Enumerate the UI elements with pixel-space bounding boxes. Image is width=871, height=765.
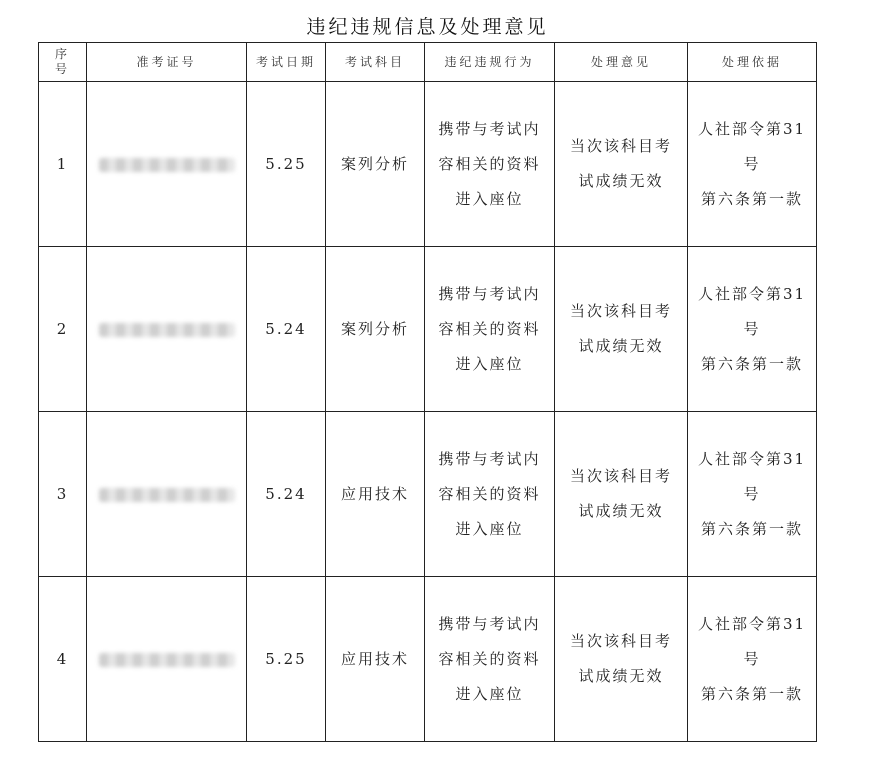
cell-serial: 3 bbox=[39, 412, 87, 577]
cell-admission-ticket bbox=[87, 412, 247, 577]
cell-date: 5.24 bbox=[247, 247, 326, 412]
violations-table bbox=[38, 42, 817, 742]
violation-line: 容相关的资料 bbox=[438, 649, 541, 668]
basis-line: 第六条第一款 bbox=[700, 354, 803, 373]
basis-line: 人社部令第31 bbox=[697, 614, 807, 633]
violation-line: 进入座位 bbox=[455, 189, 524, 208]
basis-line: 人社部令第31 bbox=[697, 119, 807, 138]
cell-opinion bbox=[555, 412, 688, 577]
cell-violation bbox=[425, 412, 555, 577]
cell-opinion bbox=[555, 577, 688, 742]
opinion-line: 当次该科目考 bbox=[569, 302, 672, 320]
cell-subject: 应用技术 bbox=[326, 577, 425, 742]
violation-line: 携带与考试内 bbox=[438, 614, 541, 633]
violation-line: 容相关的资料 bbox=[438, 319, 541, 338]
header-admission-ticket: 准考证号 bbox=[87, 43, 247, 82]
table-row bbox=[39, 247, 817, 412]
cell-date: 5.25 bbox=[247, 577, 326, 742]
cell-basis bbox=[688, 82, 817, 247]
cell-subject: 案列分析 bbox=[326, 82, 425, 247]
cell-admission-ticket bbox=[87, 577, 247, 742]
document-title: 违纪违规信息及处理意见 bbox=[306, 16, 549, 38]
cell-subject: 案列分析 bbox=[326, 247, 425, 412]
table-row bbox=[39, 412, 817, 577]
basis-line: 第六条第一款 bbox=[700, 684, 803, 703]
header-exam-subject: 考试科目 bbox=[326, 43, 425, 82]
violation-line: 进入座位 bbox=[455, 519, 524, 538]
cell-opinion bbox=[555, 247, 688, 412]
cell-admission-ticket bbox=[87, 82, 247, 247]
cell-violation bbox=[425, 247, 555, 412]
table-row bbox=[39, 577, 817, 742]
cell-date: 5.24 bbox=[247, 412, 326, 577]
opinion-line: 当次该科目考 bbox=[569, 467, 672, 485]
header-violation: 违纪违规行为 bbox=[425, 43, 555, 82]
header-exam-date: 考试日期 bbox=[247, 43, 326, 82]
cell-violation bbox=[425, 577, 555, 742]
violation-line: 进入座位 bbox=[455, 354, 524, 373]
basis-line: 第六条第一款 bbox=[700, 519, 803, 538]
cell-date: 5.25 bbox=[247, 82, 326, 247]
basis-line: 号 bbox=[743, 649, 761, 668]
cell-violation bbox=[425, 82, 555, 247]
basis-line: 号 bbox=[743, 319, 761, 338]
redacted-ticket-number bbox=[99, 653, 235, 667]
cell-basis bbox=[688, 412, 817, 577]
header-serial-number: 序 号 bbox=[39, 43, 87, 82]
table-header-row bbox=[39, 43, 817, 82]
cell-basis bbox=[688, 577, 817, 742]
violation-line: 容相关的资料 bbox=[438, 484, 541, 503]
redacted-ticket-number bbox=[99, 158, 235, 172]
violation-line: 容相关的资料 bbox=[438, 154, 541, 173]
redacted-ticket-number bbox=[99, 488, 235, 502]
cell-serial: 2 bbox=[39, 247, 87, 412]
basis-line: 人社部令第31 bbox=[697, 449, 807, 468]
basis-line: 第六条第一款 bbox=[700, 189, 803, 208]
cell-serial: 1 bbox=[39, 82, 87, 247]
cell-subject: 应用技术 bbox=[326, 412, 425, 577]
opinion-line: 试成绩无效 bbox=[578, 172, 664, 190]
redacted-ticket-number bbox=[99, 323, 235, 337]
violation-line: 携带与考试内 bbox=[438, 284, 541, 303]
basis-line: 号 bbox=[743, 484, 761, 503]
opinion-line: 试成绩无效 bbox=[578, 337, 664, 355]
violation-line: 携带与考试内 bbox=[438, 449, 541, 468]
opinion-line: 当次该科目考 bbox=[569, 632, 672, 650]
header-basis: 处理依据 bbox=[688, 43, 817, 82]
cell-serial: 4 bbox=[39, 577, 87, 742]
basis-line: 人社部令第31 bbox=[697, 284, 807, 303]
violation-line: 进入座位 bbox=[455, 684, 524, 703]
opinion-line: 试成绩无效 bbox=[578, 502, 664, 520]
cell-basis bbox=[688, 247, 817, 412]
violation-line: 携带与考试内 bbox=[438, 119, 541, 138]
table-row bbox=[39, 82, 817, 247]
cell-admission-ticket bbox=[87, 247, 247, 412]
opinion-line: 试成绩无效 bbox=[578, 667, 664, 685]
basis-line: 号 bbox=[743, 154, 761, 173]
header-opinion: 处理意见 bbox=[555, 43, 688, 82]
opinion-line: 当次该科目考 bbox=[569, 137, 672, 155]
cell-opinion bbox=[555, 82, 688, 247]
